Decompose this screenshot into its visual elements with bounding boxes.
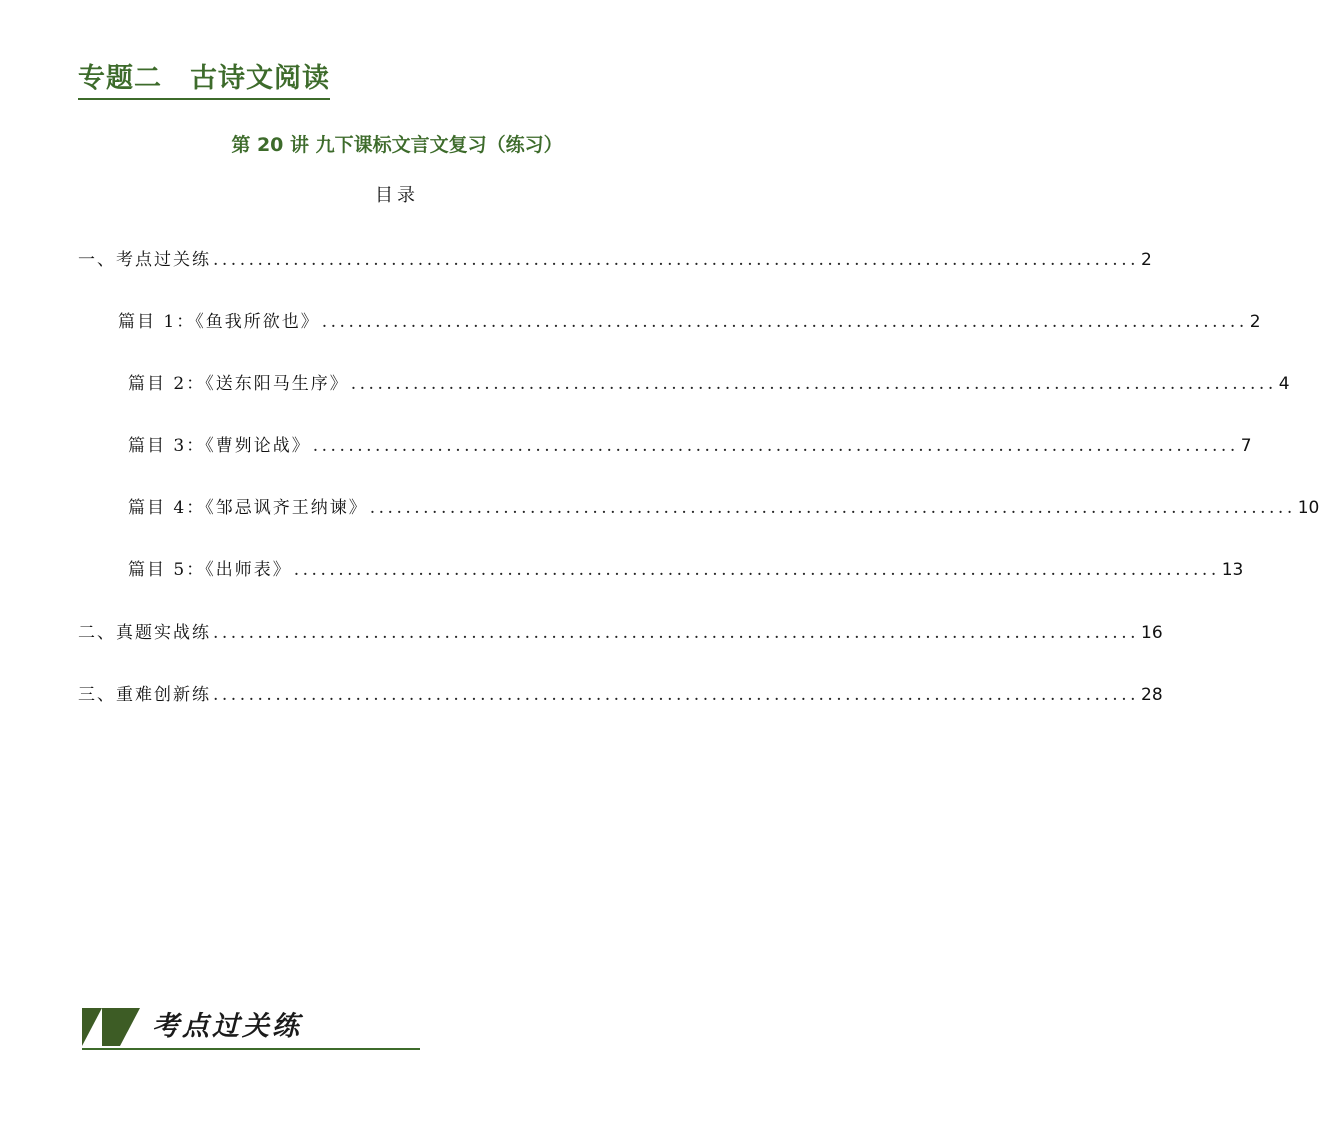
toc-leader-dots: ........................................................................................................: [213, 623, 1139, 643]
toc-entry-label: 二、真题实战练: [78, 623, 211, 643]
toc-entry-article-3[interactable]: [128, 434, 1252, 458]
toc-entry-section-1[interactable]: [78, 248, 1152, 272]
toc-leader-dots: ........................................................................................................: [293, 560, 1220, 580]
banner-block-cut-right: [120, 1008, 140, 1046]
toc-entry-article-5[interactable]: [128, 558, 1244, 582]
toc-entry-section-2[interactable]: [78, 621, 1163, 645]
toc-heading: 目录: [375, 185, 419, 206]
toc-entry-label: 篇目 2：《送东阳马生序》: [128, 374, 349, 394]
topic-title: 专题二 古诗文阅读: [78, 62, 330, 100]
toc-entry-page: 4: [1278, 374, 1290, 394]
toc-entry-section-3[interactable]: [78, 683, 1163, 707]
toc-entry-page: 2: [1141, 250, 1152, 270]
banner-block-cut-left: [82, 1008, 102, 1046]
toc-entry-page: 16: [1141, 623, 1163, 643]
toc-entry-label: 三、重难创新练: [78, 685, 211, 705]
section-banner: [82, 1004, 420, 1050]
lecture-title: 第 20 讲 九下课标文言文复习（练习）: [231, 134, 563, 156]
toc-leader-dots: ........................................................................................................: [213, 685, 1139, 705]
toc-entry-label: 篇目 4：《邹忌讽齐王纳谏》: [128, 498, 368, 518]
toc-leader-dots: ........................................................................................................: [213, 250, 1139, 270]
toc-entry-page: 10: [1297, 498, 1319, 518]
toc-leader-dots: ........................................................................................................: [321, 312, 1248, 332]
toc-entry-label: 篇目 5：《出师表》: [128, 560, 292, 580]
toc-entry-article-1[interactable]: [118, 310, 1261, 334]
toc-leader-dots: ........................................................................................................: [312, 436, 1239, 456]
toc-entry-label: 篇目 1：《鱼我所欲也》: [118, 312, 320, 332]
toc-entry-label: 篇目 3：《曹刿论战》: [128, 436, 311, 456]
toc-entry-page: 2: [1249, 312, 1261, 332]
toc-entry-page: 28: [1141, 685, 1163, 705]
section-banner-title: 考点过关练: [152, 1011, 302, 1042]
toc-leader-dots: ........................................................................................................: [369, 498, 1296, 518]
toc-entry-article-4[interactable]: [128, 496, 1319, 520]
toc-entry-page: 13: [1221, 560, 1244, 580]
toc-entry-label: 一、考点过关练: [78, 250, 211, 270]
toc-entry-article-2[interactable]: [128, 372, 1290, 396]
toc-entry-page: 7: [1240, 436, 1252, 456]
toc-leader-dots: ........................................................................................................: [350, 374, 1277, 394]
